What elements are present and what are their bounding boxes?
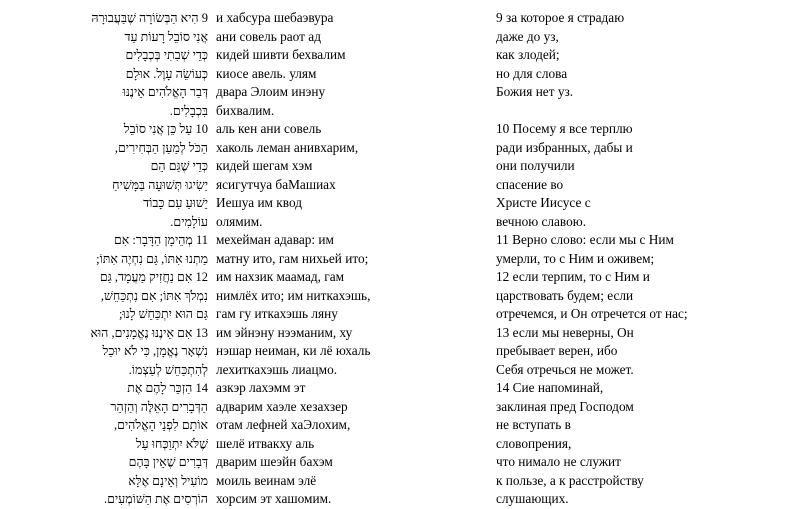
hebrew-line: 9 הִיא הַבְּשׂוֹרָה שֶׁבַּעֲבוּרָהּ xyxy=(91,11,208,25)
hebrew-line: כְּדֵי שְׁבִתִי בְּכְבָלִים xyxy=(125,48,208,62)
transliteration-line: матну ито, гам ниxьей ито; xyxy=(216,250,369,266)
russian-line: царствовать будем; если xyxy=(496,287,634,303)
hebrew-line: יֵשׁוּעַ עִם כָּבוֹד xyxy=(143,196,208,210)
russian-line: отречемся, и Он отречется от нас; xyxy=(496,306,688,321)
russian-line: умерли, то с Ним и оживем; xyxy=(496,250,655,266)
russian-line: даже до уз, xyxy=(496,28,559,44)
russian-line: 13 если мы неверны, Он xyxy=(496,324,634,340)
transliteration-line: Иешуа им квод xyxy=(216,195,302,210)
russian-line: слушающих. xyxy=(496,491,569,506)
hebrew-line: 14 הַזְכֵּר לָהֶם אֶת xyxy=(127,381,208,395)
transliteration-line: лехиткахэшь лиацмо. xyxy=(216,361,338,377)
hebrew-line: הַדְּבָרִים הָאֵלֶּה וְהַזְהֵר xyxy=(110,399,208,414)
russian-line: 10 Посему я все терплю xyxy=(496,121,633,136)
hebrew-line: דְּבַר הָאֱלֹהִים אֵינֶנּוּ xyxy=(122,85,208,99)
transliteration-line: нэшар неиман, ки лё юхаль xyxy=(216,343,371,358)
russian-line: но для слова xyxy=(496,65,568,81)
transliteration-line: двара Элоим инэну xyxy=(216,84,326,99)
hebrew-line: לְהִתְכַּחֵשׁ לְעַצְמוֹ. xyxy=(128,362,208,377)
hebrew-line: בִּכְבָלִים. xyxy=(169,103,208,118)
russian-line: ради избранных, дабы и xyxy=(496,139,633,155)
russian-line: они получили xyxy=(496,158,575,173)
russian-line: спасение во xyxy=(496,176,564,192)
hebrew-line: 12 אִם נַחֲזִיק מַעֲמָד, גַּם xyxy=(99,270,208,284)
russian-line: 9 за которое я страдаю xyxy=(496,10,625,25)
transliteration-column xyxy=(216,9,486,509)
russian-column xyxy=(496,9,786,509)
hebrew-line: אֲנִי סוֹבֵל רָעוֹת עַד xyxy=(124,29,208,44)
hebrew-line: יַשִׂיגוּ תְּשׁוּעָה בַּמָּשִׁיחַ xyxy=(112,177,208,192)
transliteration-line: адварим хаэле хезахзер xyxy=(216,398,348,414)
transliteration-line: нимлёх ито; им ниткахэшь, xyxy=(216,287,371,303)
transliteration-line: гам гу иткахэшь ляну xyxy=(216,306,338,321)
transliteration-line: моиль веинам элё xyxy=(216,472,317,488)
hebrew-line: הוֹרְסִים אֶת הַשּׁוֹמְעִים. xyxy=(103,492,208,506)
transliteration-line: киосе авель. улям xyxy=(216,65,317,81)
transliteration-line: ясигутчуа баМашиах xyxy=(216,176,336,192)
hebrew-line: גַּם הוּא יִתְכַּחֵשׁ לָנוּ; xyxy=(118,307,208,321)
hebrew-line: שֶׁלֹּא יִתְוַכְּחוּ עַל xyxy=(135,436,208,451)
russian-line: не вступать в xyxy=(496,417,571,432)
transliteration-line: хорсим эт хашомим. xyxy=(216,491,332,506)
russian-line: вечною славою. xyxy=(496,213,587,229)
hebrew-line: אוֹתָם לִפְנֵי הָאֱלֹהִים, xyxy=(113,418,208,432)
transliteration-line: и хабсура шебаэвура xyxy=(216,10,334,25)
hebrew-line: 10 עַל כֵּן אֲנִי סוֹבֵל xyxy=(123,122,208,136)
russian-line xyxy=(496,102,786,121)
transliteration-line: хаколь леман анивхарим, xyxy=(216,139,359,155)
hebrew-line: הַכֹּל לְמַעַן הַבְּחִירִים, xyxy=(114,140,208,155)
hebrew-column xyxy=(70,9,208,509)
hebrew-line: מַתְנוּ אִתּוֹ, גַּם נִחְיֶה אִתּוֹ; xyxy=(96,251,208,266)
hebrew-line: דְּבָרִים שֶׁאֵין בָּהֶם xyxy=(128,455,208,469)
transliteration-line: им эйнэну нээманим, ху xyxy=(216,324,353,340)
transliteration-line: ани совель раот ад xyxy=(216,28,321,44)
hebrew-line: נִשְׁאָר נֶאֱמָן, כִּי לֹא יוּכַל xyxy=(102,344,208,358)
hebrew-line: מוֹעִיל וְאֵינָם אֶלָּא xyxy=(128,473,208,488)
transliteration-line: бихвалим. xyxy=(216,102,275,118)
transliteration-line: мехейман адавар: им xyxy=(216,232,334,247)
transliteration-line: отам лефней хаЭлохим, xyxy=(216,417,351,432)
russian-line: к пользе, а к расстройству xyxy=(496,472,644,488)
hebrew-line: כְּעוֹשֵׂה עָוֶל. אוּלָם xyxy=(125,66,208,81)
russian-line: словопрения, xyxy=(496,435,572,451)
russian-line: 12 если терпим, то с Ним и xyxy=(496,269,650,284)
russian-line: пребывает верен, ибо xyxy=(496,343,618,358)
hebrew-line: כְּדֵי שֶׁגַּם הֵם xyxy=(150,159,208,173)
hebrew-line: נִמְלֹךְ אִתּוֹ; אִם נִתְכַּחֵשׁ, xyxy=(100,288,208,303)
transliteration-line: дварим шеэйн бахэм xyxy=(216,454,333,469)
hebrew-line: 11 מְהֵימָן הַדָּבָר: אִם xyxy=(113,233,208,247)
transliteration-line: шелё итвакху аль xyxy=(216,435,315,451)
hebrew-line: עוֹלָמִים. xyxy=(170,214,208,229)
russian-line: 14 Сие напоминай, xyxy=(496,380,604,395)
russian-line: что нимало не служит xyxy=(496,454,621,469)
transliteration-line: кидей шивти бехвалим xyxy=(216,47,346,62)
hebrew-line: 13 אִם אֵינֶנּוּ נֶאֱמָנִים, הוּא xyxy=(90,325,208,340)
transliteration-line: олямим. xyxy=(216,213,263,229)
transliteration-line: кидей шегам хэм xyxy=(216,158,313,173)
russian-line: 11 Верно слово: если мы с Ним xyxy=(496,232,674,247)
russian-line: Божия нет уз. xyxy=(496,84,574,99)
transliteration-line: аль кен ани совель xyxy=(216,121,322,136)
transliteration-line: им нахзик маамад, гам xyxy=(216,269,345,284)
russian-line: заклиная пред Господом xyxy=(496,398,634,414)
russian-line: Себя отречься не может. xyxy=(496,361,634,377)
transliteration-line: азкэр лахэмм эт xyxy=(216,380,306,395)
russian-line: Христе Иисусе с xyxy=(496,195,591,210)
russian-line: как злодей; xyxy=(496,47,560,62)
